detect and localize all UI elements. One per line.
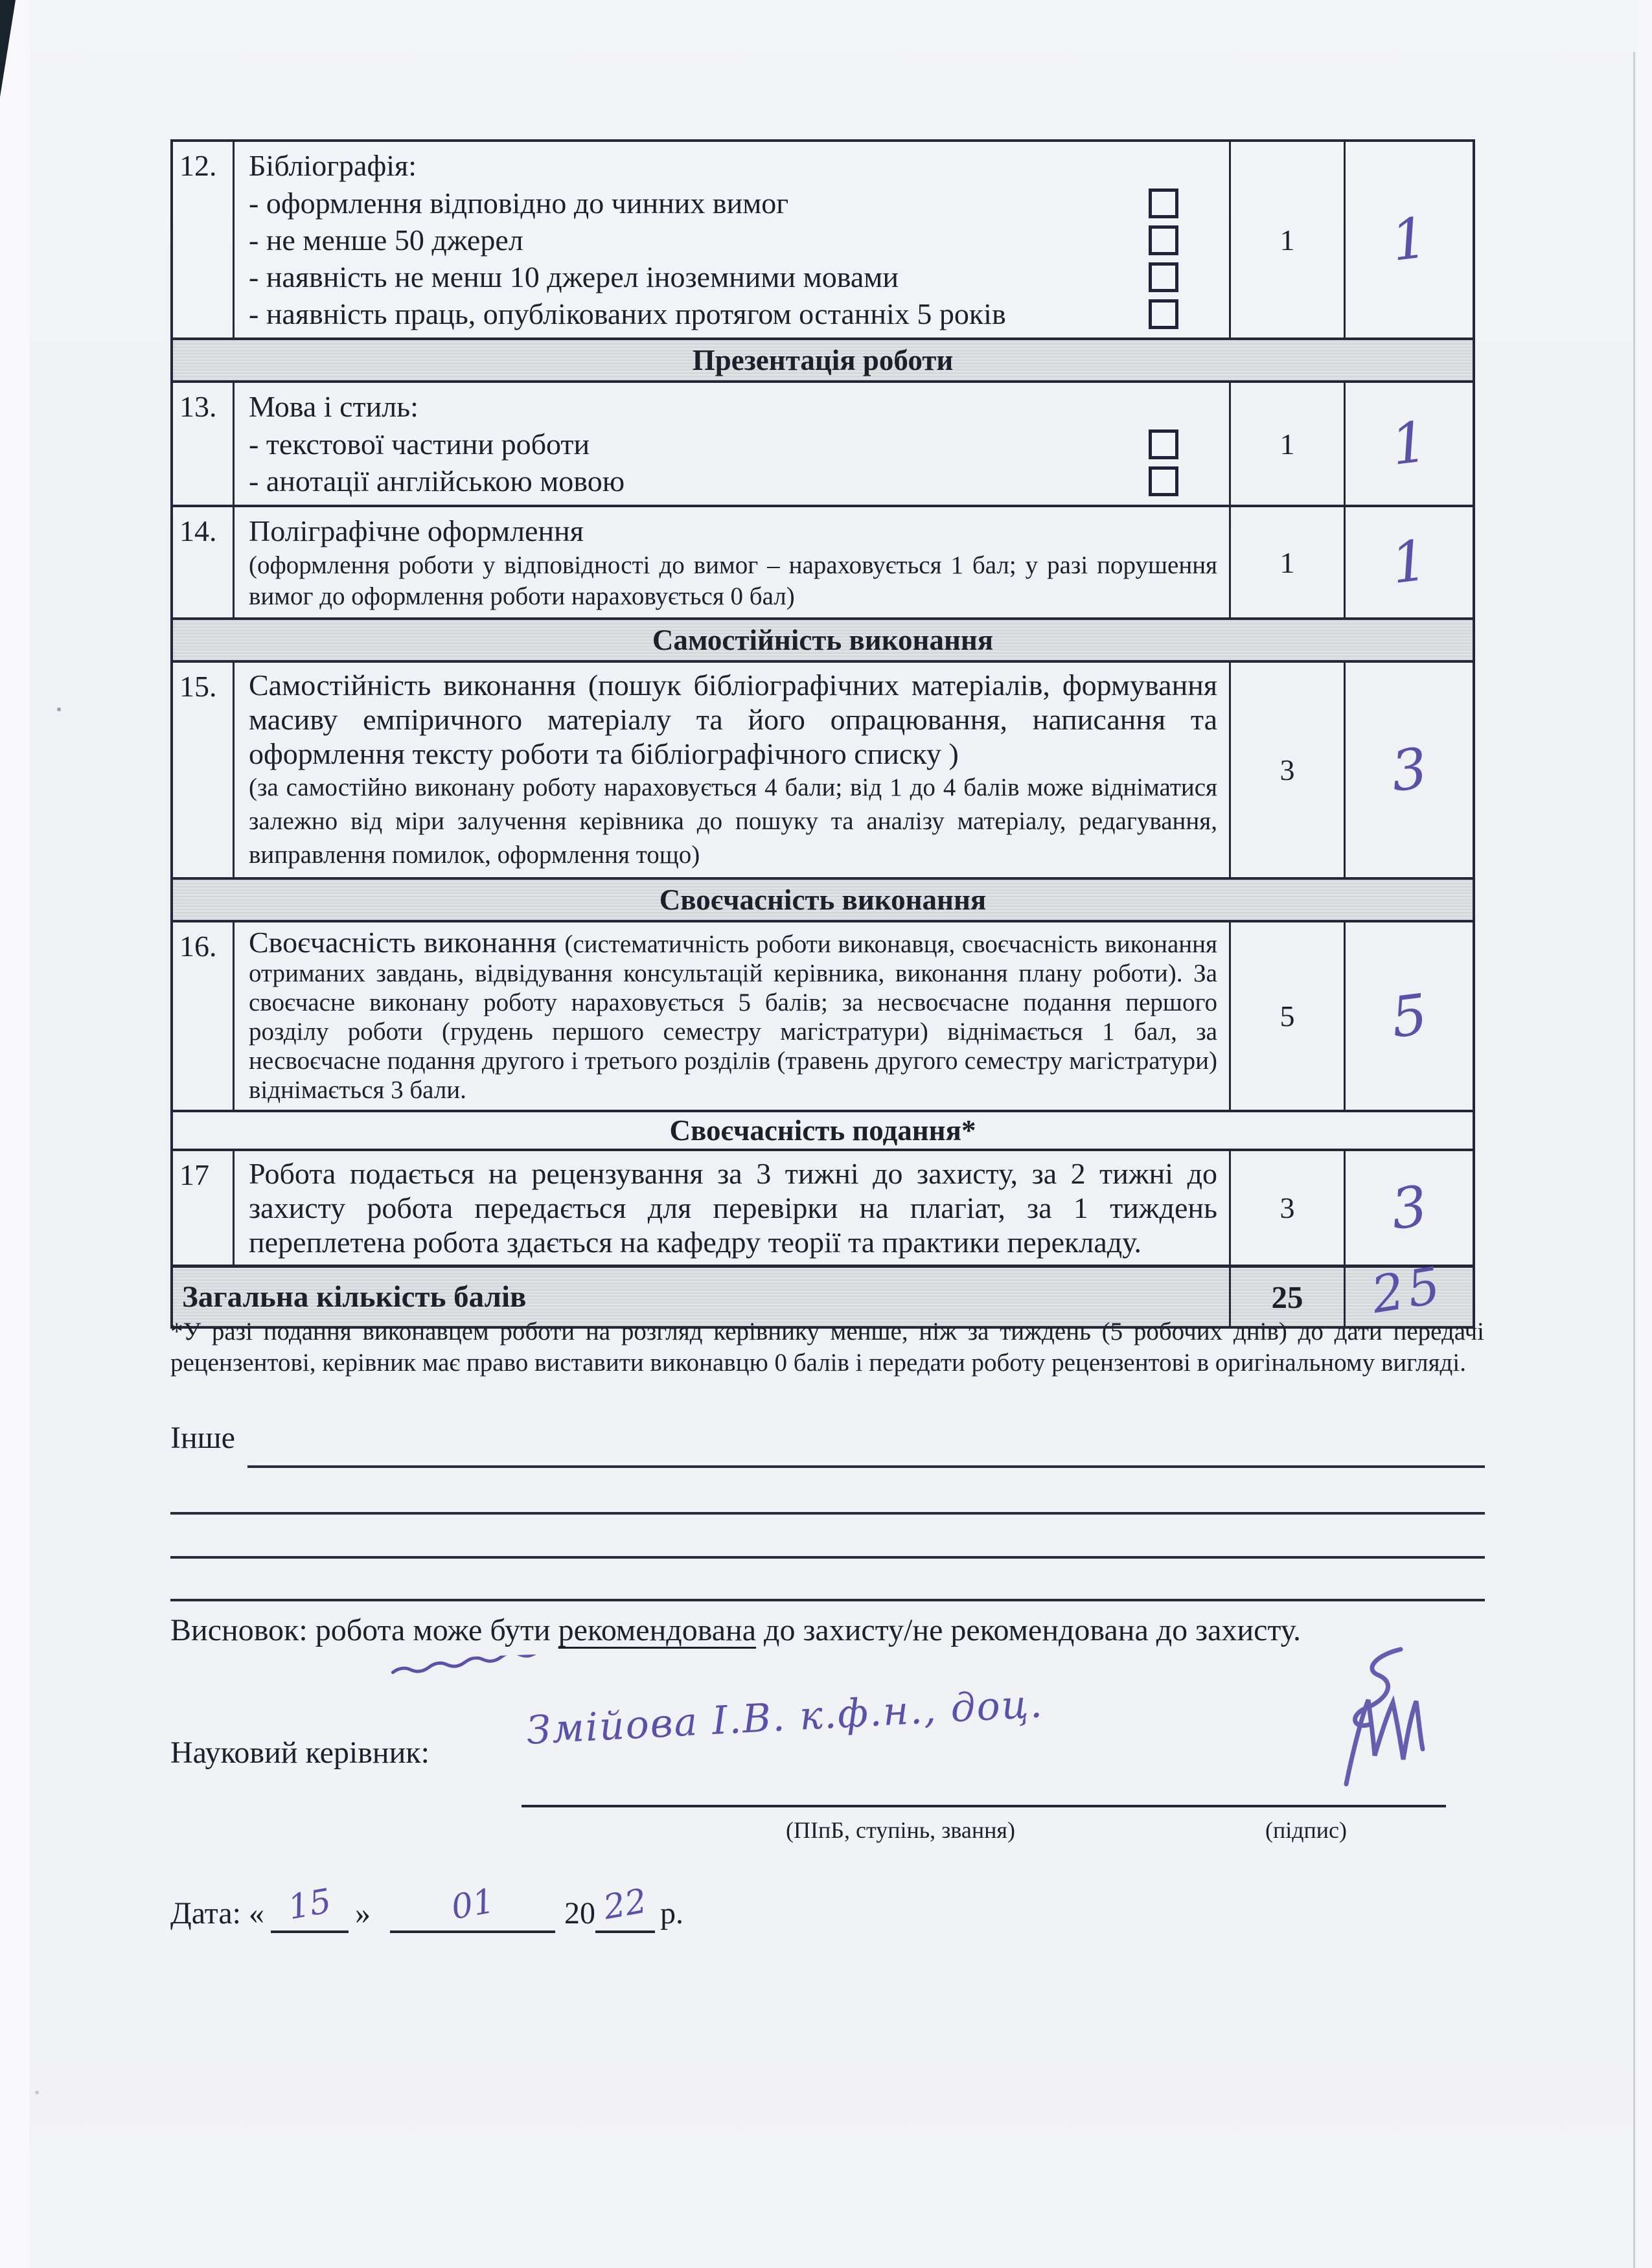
handwritten-year: 22 (601, 1881, 650, 1928)
criterion-cell (235, 922, 1231, 1110)
criterion-subitem: - анотації англійською мовою (249, 463, 1217, 499)
checkbox-icon (1149, 466, 1178, 496)
section-header-timeliness-submission: Своєчасність подання* (173, 1110, 1473, 1149)
section-header-timeliness-execution: Своєчасність виконання (173, 877, 1473, 920)
criterion-subitem: - наявність не менш 10 джерел іноземними мовами (249, 258, 1217, 295)
paper-left-edge (0, 0, 30, 2268)
max-score-cell: 5 (1231, 922, 1346, 1110)
max-score-cell: 1 (1231, 142, 1346, 338)
table-row (173, 660, 1473, 877)
handwritten-score: 3 (1387, 1173, 1431, 1243)
handwritten-day: 15 (285, 1881, 334, 1928)
criterion-cell (235, 1151, 1231, 1265)
criterion-note-inline: (систематичність роботи виконавця, своєчасність виконання отриманих завдань, відвідування консультацій керівника, виконання плану роботи). За своєчасне виконану роботу нараховується 5 балів; за несвоєчасне подання першого розділу роботи (грудень першого семестру магістратури) віднімається 1 бал, за несвоєчасне подання другого і третього розділів (травень другого семестру магістратури) віднімається 3 бали. (249, 930, 1217, 1104)
total-max-score: 25 (1231, 1268, 1346, 1326)
given-score-cell (1346, 142, 1473, 338)
given-score-cell (1346, 383, 1473, 505)
criterion-subitem: - оформлення відповідно до чинних вимог (249, 185, 1217, 222)
conclusion-recommended-word: рекомендована (558, 1613, 757, 1647)
criterion-subitem: - текстової частини роботи (249, 426, 1217, 463)
date-suffix: р. (660, 1896, 684, 1930)
other-label: Інше (170, 1421, 235, 1455)
handwritten-score: 3 (1387, 735, 1431, 805)
date-block (170, 1881, 684, 1933)
criterion-title: Бібліографія: (249, 149, 417, 182)
date-day-blank (271, 1881, 349, 1933)
criterion-title: Мова і стиль: (249, 390, 419, 423)
table-row (173, 142, 1473, 338)
criterion-subitem: - наявність праць, опублікованих протягом останніх 5 років (249, 295, 1217, 332)
conclusion-suffix: до захисту/не рекомендована до захисту. (756, 1613, 1301, 1647)
criterion-text: Робота подається на рецензування за 3 тижні до захисту, за 2 тижні до захисту робота передається для перевірки на плагіат, за 1 тиждень переплетена робота здається на кафедру теорії та практики перекладу. (249, 1157, 1217, 1259)
given-score-cell (1346, 663, 1473, 877)
handwritten-month: 01 (448, 1881, 498, 1928)
evaluation-table (170, 139, 1475, 1329)
date-year-blank (595, 1881, 655, 1933)
criterion-cell (235, 663, 1231, 877)
max-score-cell: 1 (1231, 383, 1346, 505)
max-score-cell: 1 (1231, 507, 1346, 617)
criterion-note: (за самостійно виконану роботу нараховується 4 бали; від 1 до 4 балів може відніматися залежно від міри залучення керівника до пошуку та аналізу матеріалу, редагування, виправлення помилок, оформлення тощо) (249, 773, 1217, 869)
ruled-line (170, 1599, 1485, 1601)
checkbox-icon (1149, 225, 1178, 255)
criterion-title: Поліграфічне оформлення (249, 514, 584, 547)
conclusion-prefix: Висновок: робота може бути (170, 1613, 558, 1647)
checkbox-icon (1149, 262, 1178, 292)
handwritten-score: 1 (1387, 528, 1431, 597)
table-row (173, 505, 1473, 617)
section-header-presentation: Презентація роботи (173, 338, 1473, 380)
criterion-cell (235, 383, 1231, 505)
signature-line (1166, 1805, 1446, 1807)
criterion-lead: Своєчасність виконання (249, 926, 565, 959)
row-number: 13. (173, 383, 235, 505)
date-month-blank (390, 1881, 555, 1933)
signature-caption: (підпис) (1265, 1817, 1348, 1843)
criterion-cell (235, 142, 1231, 338)
paper-right-edge-line (1633, 52, 1635, 2268)
row-number: 12. (173, 142, 235, 338)
criterion-text (249, 928, 1217, 1105)
criterion-text: Самостійність виконання (пошук бібліографічних матеріалів, формування масиву емпіричного матеріалу та його опрацювання, написання та оформлення тексту роботи та бібліографічного списку ) (249, 669, 1217, 770)
handwritten-supervisor-name: Змійова І.В. к.ф.н., доц. (525, 1681, 1045, 1754)
date-year-prefix: 20 (564, 1896, 596, 1930)
criterion-subitem: - не менше 50 джерел (249, 222, 1217, 258)
paper-right-margin (1635, 0, 1652, 2268)
checkbox-icon (1149, 189, 1178, 218)
row-number: 15. (173, 663, 235, 877)
criterion-cell (235, 507, 1231, 617)
ruled-line (247, 1465, 1485, 1468)
handwritten-score: 1 (1387, 205, 1431, 274)
row-number: 17 (173, 1151, 235, 1265)
table-row (173, 1149, 1473, 1265)
handwritten-score: 1 (1387, 409, 1431, 478)
table-row (173, 380, 1473, 505)
handwritten-score: 5 (1387, 981, 1431, 1051)
row-number: 14. (173, 507, 235, 617)
given-score-cell (1346, 922, 1473, 1110)
date-quote-close: » (355, 1896, 371, 1930)
supervisor-label: Науковий керівник: (170, 1735, 430, 1770)
signature-scribble (1250, 1638, 1445, 1800)
handwritten-total-score: 25 (1368, 1255, 1449, 1325)
checkbox-icon (1149, 430, 1178, 459)
max-score-cell: 3 (1231, 1151, 1346, 1265)
name-caption: (ПІпБ, ступінь, звання) (786, 1817, 1015, 1843)
handwritten-wavy-underline (390, 1652, 604, 1677)
section-header-independence: Самостійність виконання (173, 617, 1473, 660)
footnote: *У разі подання виконавцем роботи на розгляд керівнику менше, ніж за тиждень (5 робочих днів) до дати передачі рецензентові, керівник має право виставити виконавцю 0 балів і передати роботу рецензентові в оригінальному вигляді. (170, 1318, 1484, 1377)
given-score-cell (1346, 1151, 1473, 1265)
total-label: Загальна кількість балів (173, 1268, 1231, 1326)
date-label: Дата: « (170, 1896, 265, 1930)
ruled-line (170, 1512, 1485, 1515)
ruled-line (170, 1556, 1485, 1559)
max-score-cell: 3 (1231, 663, 1346, 877)
scan-speck (57, 707, 61, 711)
scan-speck (35, 2090, 39, 2094)
row-number: 16. (173, 922, 235, 1110)
given-score-cell (1346, 507, 1473, 617)
checkbox-icon (1149, 299, 1178, 329)
criterion-note: (оформлення роботи у відповідності до вимог – нараховується 1 бал; у разі порушення вимог до оформлення роботи нараховується 0 бал) (249, 551, 1217, 610)
table-row (173, 920, 1473, 1110)
